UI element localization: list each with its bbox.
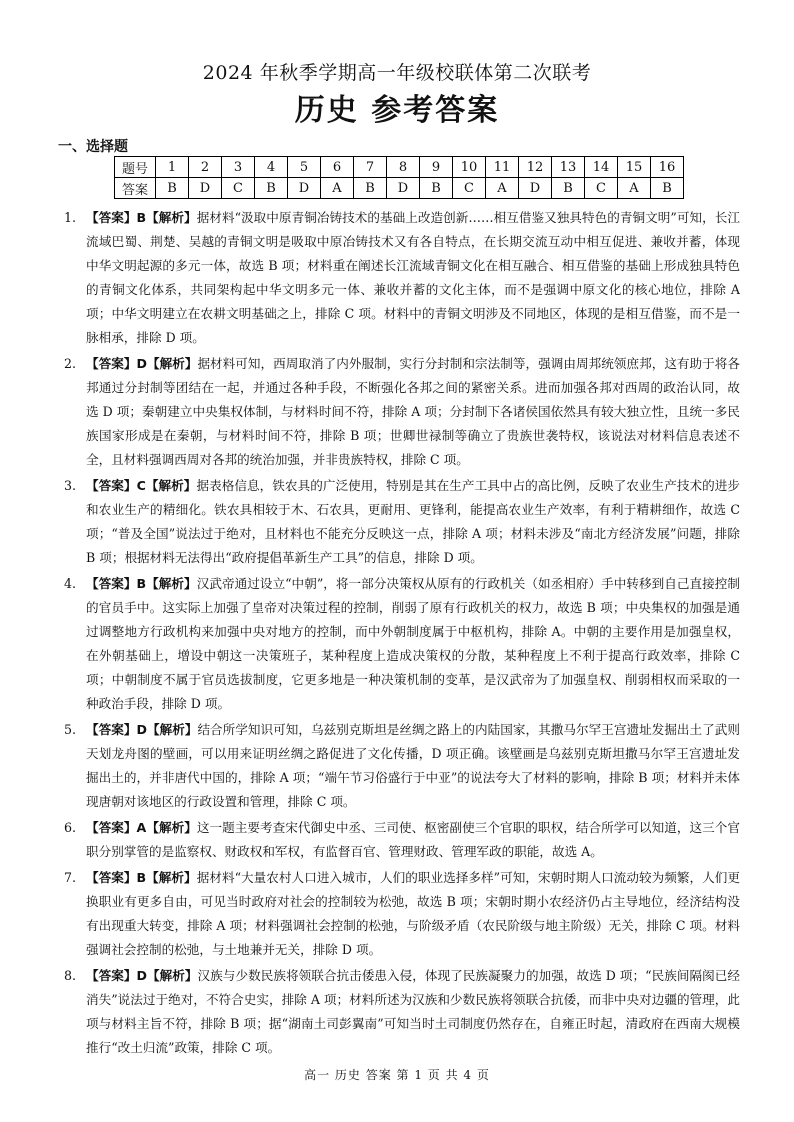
- answer-tag: 【答案】D: [86, 968, 147, 983]
- explanation-item: [64, 572, 740, 716]
- item-number: 4.: [64, 576, 77, 591]
- item-number: 8.: [64, 968, 77, 983]
- question-number-row: [115, 157, 684, 178]
- answer-cell: C: [585, 178, 618, 199]
- explanation-item: [64, 206, 740, 350]
- item-number: 2.: [64, 356, 77, 371]
- item-body: [86, 206, 740, 350]
- item-body: [86, 964, 740, 1060]
- answer-cell: A: [618, 178, 651, 199]
- explanation-text: 据材料可知，西周取消了内外服制，实行分封制和宗法制等，强调由周邦统领庶邦，这有助于将各邦通过分封制等团结在一起，并通过各种手段，不断强化各邦之间的紧密关系。进而加强各邦对西周的政治认同，故选 D 项；秦朝建立中央集权体制，与材料时间不符，排除 A 项；分封制下各诸侯国依然具有较大独立性，且统一多民族国家形成是在秦朝，与材料时间不符，排除 B 项；世卿世禄制等确立了贵族世袭特权，该说法对材料信息表述不全，且材料强调西周对各邦的统治加强，并非贵族特权，排除 C 项。: [86, 356, 740, 467]
- question-number-cell: 16: [651, 157, 684, 178]
- item-number: 3.: [64, 478, 77, 493]
- explanation-item: [64, 816, 740, 864]
- item-body: [86, 474, 740, 570]
- item-body: [86, 352, 740, 472]
- row-label: 答案: [115, 178, 156, 199]
- explanation-text: 汉武帝通过设立“中朝”，将一部分决策权从原有的行政机关（如丞相府）手中转移到自己直接控制的官员手中。这实际上加强了皇帝对决策过程的控制，削弱了原有行政机关的权力，故选 B 项；中央集权的加强是通过调整地方行政机构来加强中央对地方的控制，而中外朝制度属于中枢机构，排除 A。中朝的主要作用是加强皇权，在外朝基础上，增设中朝这一决策班子，某种程度上造成决策权的分散，某种程度上不利于提高行政效率，排除 C 项；中朝制度不属于官员选拔制度，它更多地是一种决策机制的变革，是汉武帝为了加强皇权、削弱相权而采取的一种政治手段，排除 D 项。: [86, 576, 741, 711]
- answer-cell: B: [552, 178, 585, 199]
- question-number-cell: 7: [354, 157, 387, 178]
- question-number-cell: 12: [519, 157, 552, 178]
- analysis-tag: 【解析】: [146, 210, 197, 225]
- explanation-text: 据材料“大量农村人口进入城市，人们的职业选择多样”可知，宋朝时期人口流动较为频繁，人们更换职业有更多自由，可见当时政府对社会的控制较为松弛，故选 B 项；宋朝时期小农经济仍占主导地位，经济结构没有出现重大转变，排除 A 项；材料强调社会控制的松弛，与阶级矛盾（农民阶级与地主阶级）无关，排除 C 项。材料强调社会控制的松弛，与土地兼并无关，排除 D 项。: [86, 870, 741, 957]
- section-heading: 一、选择题: [58, 139, 128, 155]
- answer-cell: D: [288, 178, 321, 199]
- answer-cell: B: [156, 178, 189, 199]
- answer-tag: 【答案】B: [86, 870, 147, 885]
- answer-cell: D: [189, 178, 222, 199]
- answer-tag: 【答案】A: [86, 820, 147, 835]
- item-number: 5.: [64, 722, 77, 737]
- answer-cell: B: [651, 178, 684, 199]
- answer-table: [114, 156, 684, 199]
- item-body: [86, 572, 740, 716]
- exam-title: 2024 年秋季学期高一年级校联体第二次联考: [202, 62, 592, 84]
- explanation-text: 这一题主要考查宋代御史中丞、三司使、枢密副使三个官职的职权，结合所学可以知道，这三个官职分别掌管的是监察权、财政权和军权，有监督百官、管理财政、管理军政的职能，故选 A。: [86, 820, 741, 859]
- analysis-tag: 【解析】: [146, 870, 197, 885]
- question-number-cell: 6: [321, 157, 354, 178]
- analysis-tag: 【解析】: [146, 576, 197, 591]
- explanation-item: [64, 718, 740, 814]
- item-number: 7.: [64, 870, 77, 885]
- answer-tag: 【答案】B: [86, 576, 147, 591]
- answer-cell: B: [354, 178, 387, 199]
- explanation-text: 结合所学知识可知，乌兹别克斯坦是丝绸之路上的内陆国家，其撒马尔罕王宫遗址发掘出土了武则天划龙舟图的壁画，可以用来证明丝绸之路促进了文化传播，D 项正确。该壁画是乌兹别克斯坦撒马尔罕王宫遗址发掘出土的，并非唐代中国的，排除 A 项；“端午节习俗盛行于中亚”的说法夸大了材料的影响，排除 B 项；材料并未体现唐朝对该地区的行政设置和管理，排除 C 项。: [86, 722, 740, 809]
- question-number-cell: 4: [255, 157, 288, 178]
- explanation-item: [64, 352, 740, 472]
- item-body: [86, 866, 740, 962]
- item-number: 1.: [64, 210, 77, 225]
- analysis-tag: 【解析】: [145, 478, 197, 493]
- answer-cell: A: [321, 178, 354, 199]
- answer-cell: D: [387, 178, 420, 199]
- answer-cell: D: [519, 178, 552, 199]
- explanation-item: [64, 866, 740, 962]
- answer-tag: 【答案】C: [86, 478, 146, 493]
- row-label: 题号: [115, 157, 156, 178]
- item-body: [86, 816, 740, 864]
- answer-tag: 【答案】D: [86, 722, 147, 737]
- answer-cell: C: [222, 178, 255, 199]
- answer-cell: A: [486, 178, 519, 199]
- question-number-cell: 3: [222, 157, 255, 178]
- item-body: [86, 718, 740, 814]
- analysis-tag: 【解析】: [146, 356, 198, 371]
- analysis-tag: 【解析】: [146, 722, 198, 737]
- question-number-cell: 9: [420, 157, 453, 178]
- answer-cell: B: [420, 178, 453, 199]
- question-number-cell: 10: [453, 157, 486, 178]
- question-number-cell: 11: [486, 157, 519, 178]
- analysis-tag: 【解析】: [146, 820, 197, 835]
- explanation-item: [64, 964, 740, 1060]
- question-number-cell: 14: [585, 157, 618, 178]
- question-number-cell: 15: [618, 157, 651, 178]
- question-number-cell: 13: [552, 157, 585, 178]
- answer-row: [115, 178, 684, 199]
- question-number-cell: 5: [288, 157, 321, 178]
- question-number-cell: 1: [156, 157, 189, 178]
- answer-explanations: [64, 206, 740, 1062]
- explanation-text: 据表格信息，铁农具的广泛使用，特别是其在生产工具中占的高比例，反映了农业生产技术的进步和农业生产的精细化。铁农具相较于木、石农具，更耐用、更锋利，能提高农业生产效率，有利于精耕细作，故选 C 项；“普及全国”说法过于绝对，且材料也不能充分反映这一点，排除 A 项；材料未涉及“南北方经济发展”问题，排除 B 项；根据材料无法得出“政府提倡革新生产工具”的信息，排除 D 项。: [86, 478, 741, 565]
- answer-cell: C: [453, 178, 486, 199]
- explanation-text: 据材料“汲取中原青铜冶铸技术的基础上改造创新……相互借鉴又独具特色的青铜文明”可知，长江流域巴蜀、荆楚、吴越的青铜文明是吸取中原冶铸技术又有各自特点，在长期交流互动中相互促进、兼收并蓄，体现中华文明起源的多元一体，故选 B 项；材料重在阐述长江流域青铜文化在相互融合、相互借鉴的基础上形成独具特色的青铜文化体系，共同架构起中华文明多元一体、兼收并蓄的文化主体，而不是强调中原文化的核心地位，排除 A 项；中华文明建立在农耕文明基础之上，排除 C 项。材料中的青铜文明涉及不同地区，体现的是相互借鉴，而不是一脉相承，排除 D 项。: [86, 210, 740, 345]
- answer-tag: 【答案】B: [86, 210, 147, 225]
- answer-cell: B: [255, 178, 288, 199]
- explanation-text: 汉族与少数民族将领联合抗击倭患入侵，体现了民族凝聚力的加强，故选 D 项；“民族间隔阂已经消失”说法过于绝对，不符合史实，排除 A 项；材料所述为汉族和少数民族将领联合抗倭，而非中央对边疆的管理，此项与材料主旨不符，排除 B 项；据“湖南土司彭翼南”可知当时土司制度仍然存在，自雍正时起，清政府在西南大规模推行“改土归流”政策，排除 C 项。: [86, 968, 740, 1055]
- question-number-cell: 2: [189, 157, 222, 178]
- analysis-tag: 【解析】: [146, 968, 198, 983]
- item-number: 6.: [64, 820, 77, 835]
- answer-tag: 【答案】D: [86, 356, 147, 371]
- question-number-cell: 8: [387, 157, 420, 178]
- explanation-item: [64, 474, 740, 570]
- document-subtitle: 历史 参考答案: [294, 93, 500, 128]
- page-footer: 高一 历史 答案 第 1 页 共 4 页: [304, 1068, 490, 1082]
